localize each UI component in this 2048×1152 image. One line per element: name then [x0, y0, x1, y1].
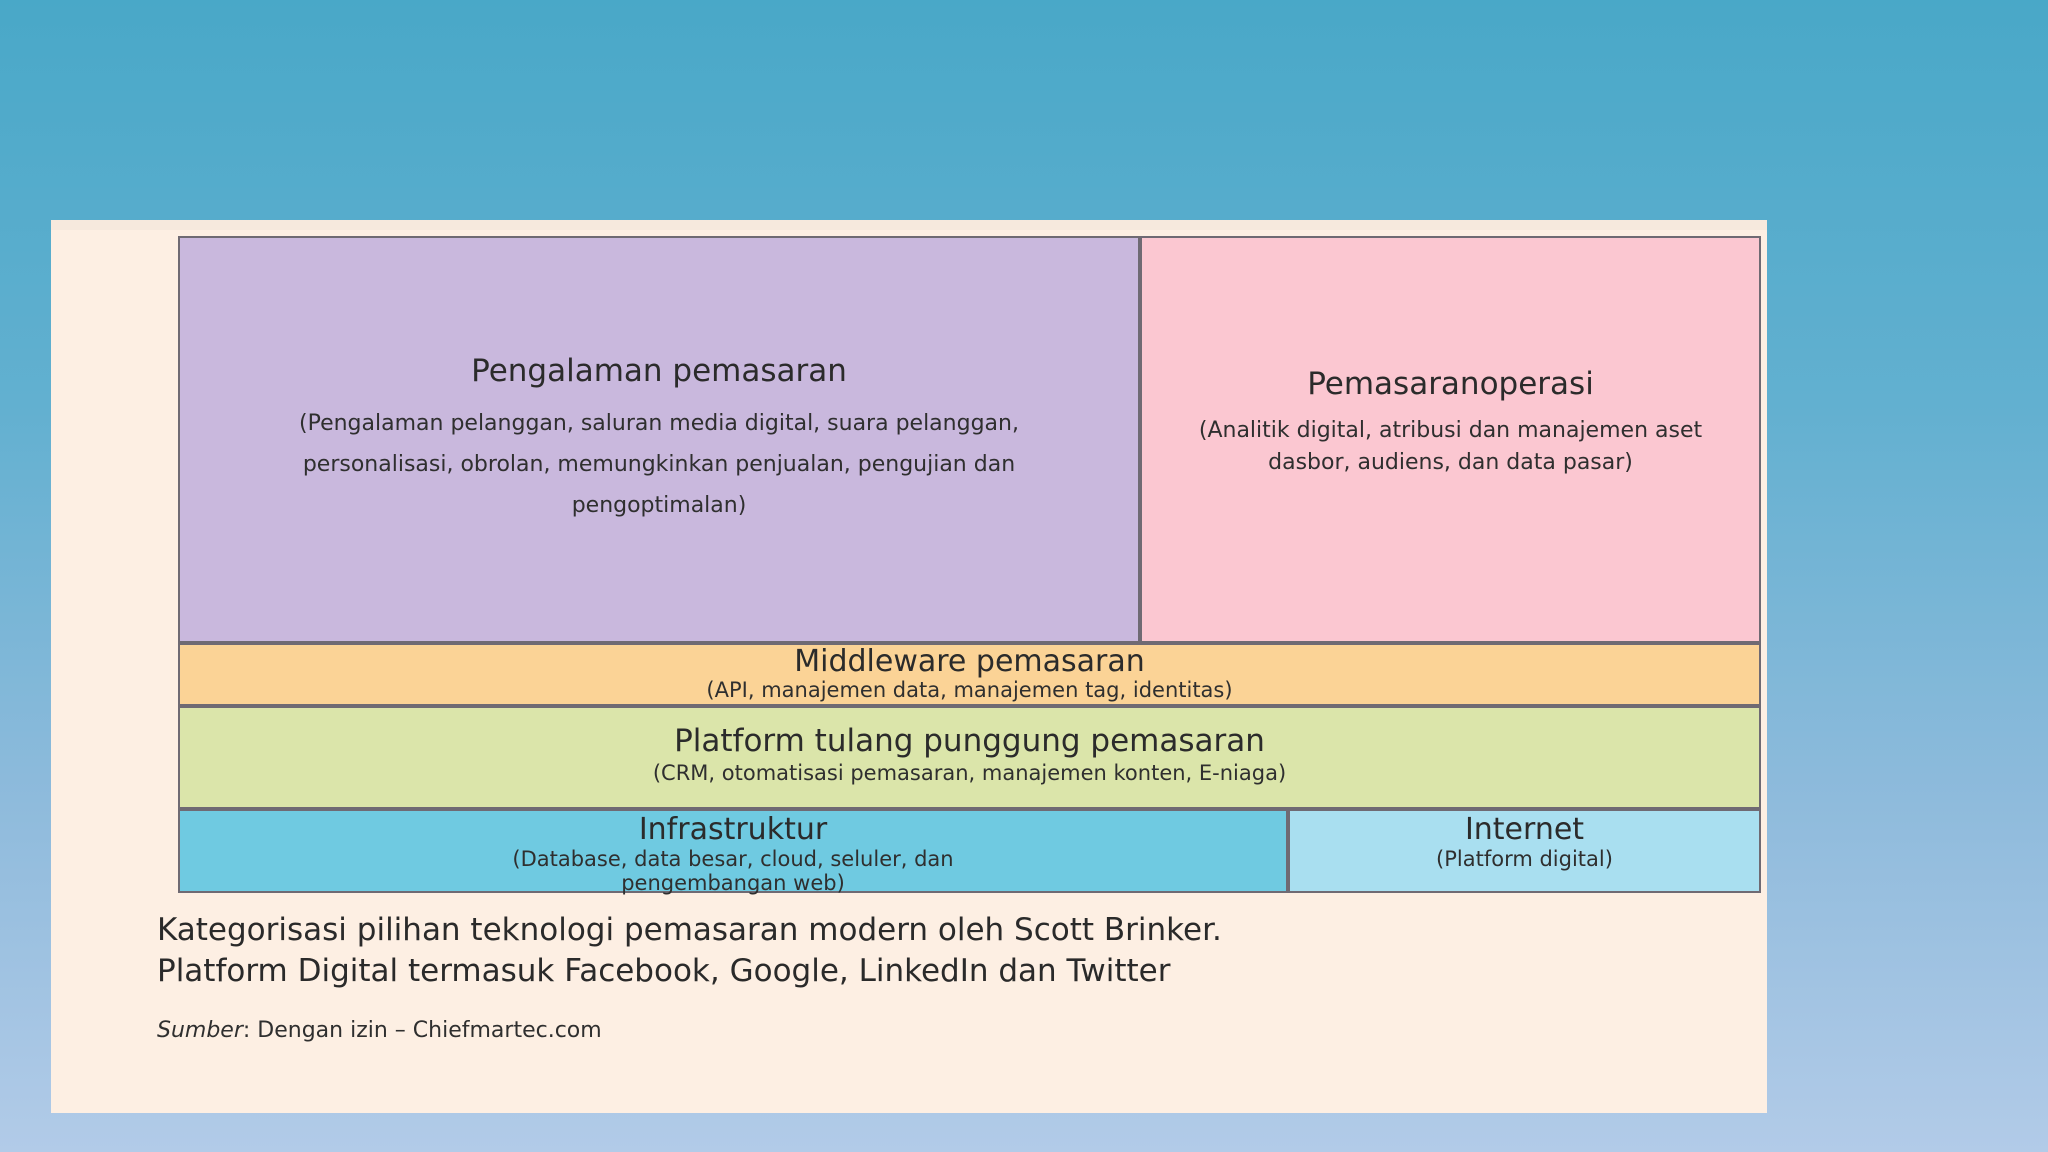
marketing-middleware-description: (API, manajemen data, manajemen tag, identitas): [706, 678, 1233, 702]
infrastructure-description: (Database, data besar, cloud, seluler, dan pengembangan web): [512, 847, 954, 895]
marketing-backbone-platform-box: [178, 706, 1761, 809]
marketing-middleware-title: Middleware pemasaran: [794, 644, 1145, 679]
infrastructure-box: [178, 809, 1288, 893]
marketing-experience-description: (Pengalaman pelanggan, saluran media digital, suara pelanggan, personalisasi, obrolan, memungkinkan penjualan, pengujian dan pengoptimalan): [299, 410, 1019, 518]
caption-line-1: Kategorisasi pilihan teknologi pemasaran modern oleh Scott Brinker.: [157, 912, 1222, 948]
internet-title: Internet: [1464, 812, 1585, 847]
marketing-experience-title: Pengalaman pemasaran: [471, 353, 847, 390]
source-citation: [157, 1016, 602, 1046]
internet-description: (Platform digital): [1436, 847, 1613, 871]
source-label: Sumber: [157, 1018, 243, 1043]
marketing-experience-box: [178, 236, 1140, 643]
marketing-operations-box: [1140, 236, 1761, 643]
infrastructure-title: Infrastruktur: [638, 812, 828, 847]
marketing-technology-diagram: [178, 236, 1761, 893]
marketing-operations-title: Pemasaranoperasi: [1307, 366, 1594, 402]
marketing-backbone-platform-title: Platform tulang punggung pemasaran: [674, 723, 1265, 759]
diagram-caption: [157, 910, 1657, 992]
marketing-backbone-platform-description: (CRM, otomatisasi pemasaran, manajemen konten, E-niaga): [652, 761, 1287, 785]
marketing-middleware-box: [178, 643, 1761, 706]
source-text: : Dengan izin – Chiefmartec.com: [242, 1018, 602, 1043]
marketing-operations-description: (Analitik digital, atribusi dan manajemen aset dasbor, audiens, dan data pasar): [1198, 418, 1703, 476]
internet-box: [1288, 809, 1761, 893]
caption-line-2: Platform Digital termasuk Facebook, Google, LinkedIn dan Twitter: [157, 953, 1171, 989]
